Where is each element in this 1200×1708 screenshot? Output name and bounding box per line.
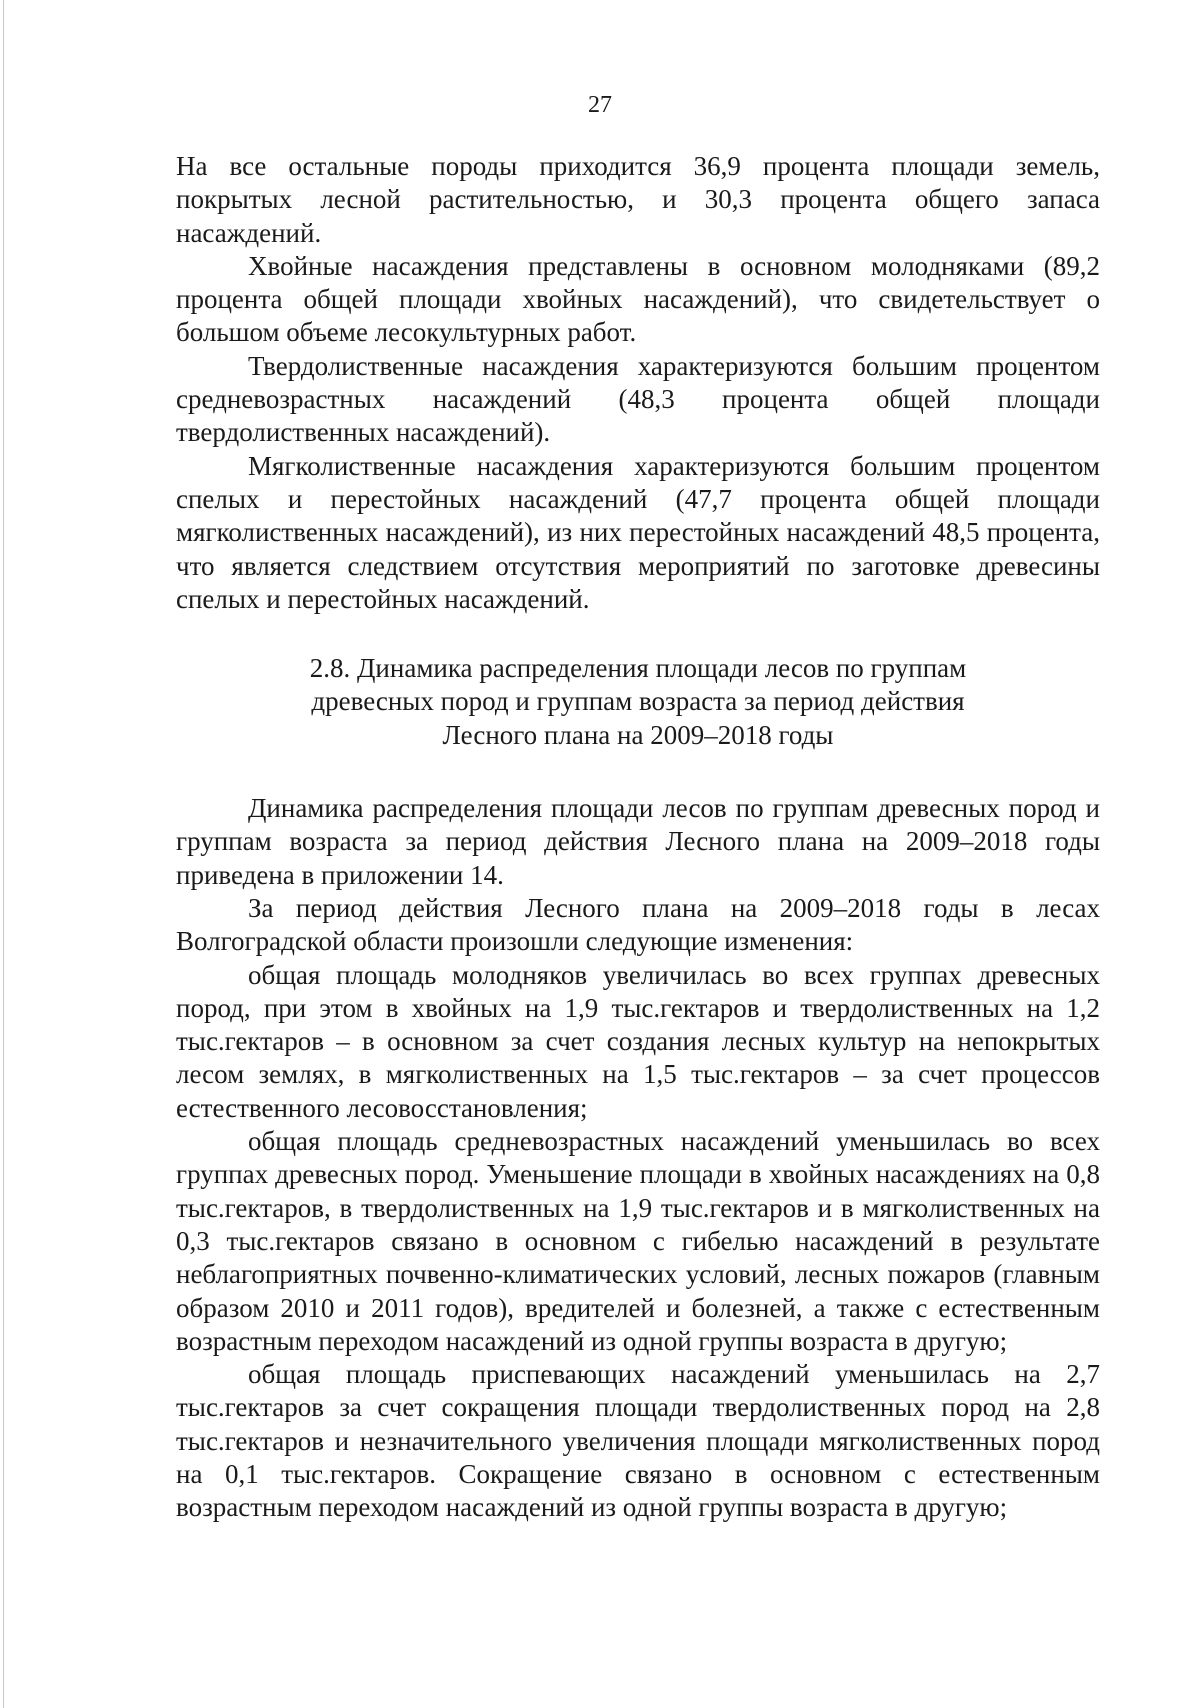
paragraph-changes-intro: За период действия Лесного плана на 2009–2018 годы в лесах Волгоградской области произошли следующие изменения:: [176, 892, 1100, 957]
paragraph-young-stands: общая площадь молодняков увеличилась во всех группах древесных пород, при этом в хвойных на 1,9 тыс.гектаров и твердолиственных на 1,2 тыс.гектаров – в основном за счет создания лесных культур на непокрытых лесом землях, в мягколиственных на 1,5 тыс.гектаров – за счет процессов естественного лесовосстановления;: [176, 959, 1100, 1123]
document-body: [176, 150, 1100, 1525]
section-heading-line-3: Лесного плана на 2009–2018 годы: [442, 719, 834, 750]
paragraph-middle-aged-stands: общая площадь средневозрастных насаждений уменьшилась во всех группах древесных пород. Уменьшение площади в хвойных насаждениях на 0,8 тыс.гектаров, в твердолиственных на 1,9 тыс.гектаров и в мягколиственных на 0,3 тыс.гектаров связано в основном с гибелью насаждений в результате неблагоприятных почвенно-климатических условий, лесных пожаров (главным образом 2010 и 2011 годов), вредителей и болезней, а также с естественным возрастным переходом насаждений из одной группы возраста в другую;: [176, 1126, 1100, 1356]
paragraph-hardwood: Твердолиственные насаждения характеризуются большим процентом средневозрастных насаждений (48,3 процента общей площади твердолиственных насаждений).: [176, 350, 1100, 448]
paragraph-maturing-stands: общая площадь приспевающих насаждений уменьшилась на 2,7 тыс.гектаров за счет сокращения площади твердолиственных пород на 2,8 тыс.гектаров и незначительного увеличения площади мягколиственных пород на 0,1 тыс.гектаров. Сокращение связано в основном с естественным возрастным переходом насаждений из одной группы возраста в другую;: [176, 1359, 1100, 1523]
paragraph-coniferous: Хвойные насаждения представлены в основном молодняками (89,2 процента общей площади хвойных насаждений), что свидетельствует о большом объеме лесокультурных работ.: [176, 250, 1100, 348]
section-heading-line-1: 2.8. Динамика распределения площади лесов по группам: [309, 653, 967, 684]
section-heading: [176, 652, 1100, 752]
paragraph-other-species: На все остальные породы приходится 36,9 процента площади земель, покрытых лесной растительностью, и 30,3 процента общего запаса насаждений.: [176, 151, 1100, 248]
scan-edge-line: [3, 0, 4, 1708]
page-number: 27: [588, 92, 612, 118]
paragraph-dynamics-intro: Динамика распределения площади лесов по группам древесных пород и группам возраста за период действия Лесного плана на 2009–2018 годы приведена в приложении 14.: [176, 793, 1100, 890]
paragraph-softwood: Мягколиственные насаждения характеризуются большим процентом спелых и перестойных насаждений (47,7 процента общей площади мягколиственных насаждений), из них перестойных насаждений 48,5 процента, что является следствием отсутствия мероприятий по заготовке древесины спелых и перестойных насаждений.: [176, 450, 1100, 614]
section-heading-line-2: древесных пород и группам возраста за период действия: [311, 686, 965, 717]
